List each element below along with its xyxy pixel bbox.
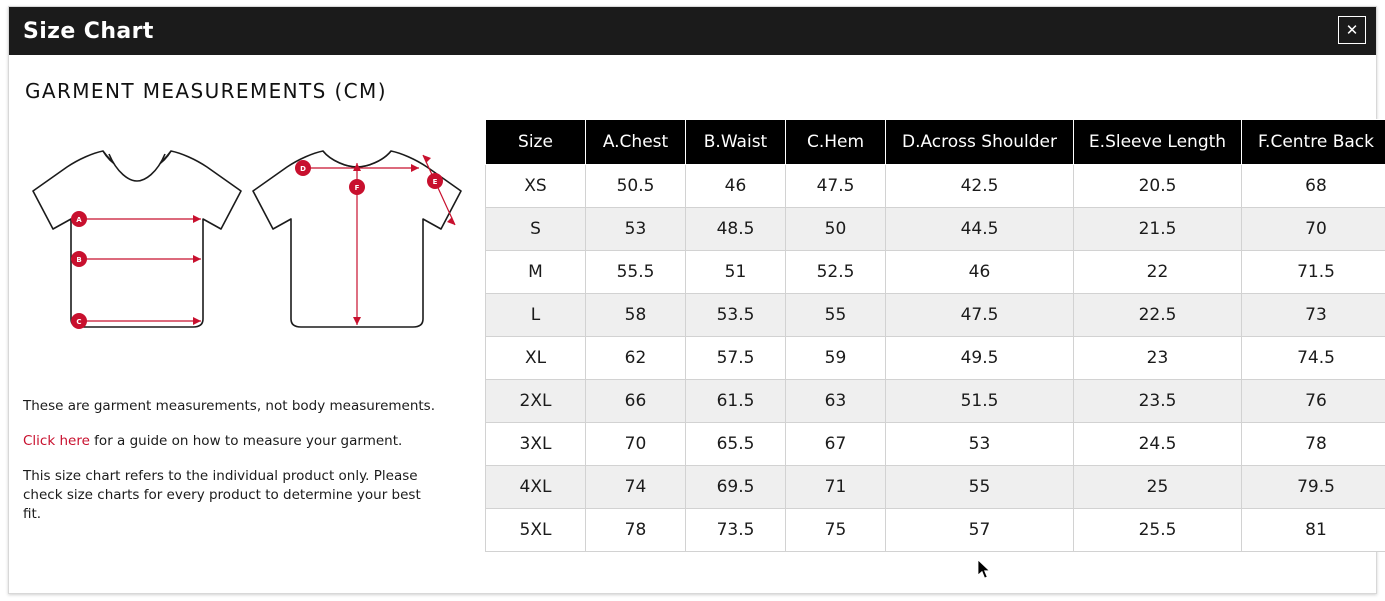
cell-value: 53.5 — [686, 294, 786, 337]
column-header-waist: B.Waist — [686, 120, 786, 165]
modal-body — [9, 79, 1376, 552]
cell-value: 79.5 — [1242, 466, 1385, 509]
table-row — [486, 466, 1385, 509]
cell-size: L — [486, 294, 586, 337]
cell-value: 65.5 — [686, 423, 786, 466]
cell-value: 55 — [786, 294, 886, 337]
cell-value: 23.5 — [1074, 380, 1242, 423]
cell-value: 53 — [586, 208, 686, 251]
cell-value: 50.5 — [586, 165, 686, 208]
cell-value: 81 — [1242, 509, 1385, 552]
cell-value: 46 — [886, 251, 1074, 294]
cell-value: 78 — [1242, 423, 1385, 466]
cell-value: 68 — [1242, 165, 1385, 208]
cell-value: 66 — [586, 380, 686, 423]
cell-size: 2XL — [486, 380, 586, 423]
tshirt-measurement-diagram — [23, 129, 463, 379]
cell-value: 63 — [786, 380, 886, 423]
column-header-centre-back: F.Centre Back — [1242, 120, 1385, 165]
cell-value: 58 — [586, 294, 686, 337]
cell-value: 71.5 — [1242, 251, 1385, 294]
table-row — [486, 208, 1385, 251]
cell-value: 76 — [1242, 380, 1385, 423]
cell-value: 75 — [786, 509, 886, 552]
diagram-column — [23, 113, 471, 524]
cell-value: 62 — [586, 337, 686, 380]
cell-value: 51 — [686, 251, 786, 294]
content-area — [23, 113, 1374, 552]
cell-value: 73.5 — [686, 509, 786, 552]
cell-value: 55.5 — [586, 251, 686, 294]
column-header-sleeve-length: E.Sleeve Length — [1074, 120, 1242, 165]
table-row — [486, 423, 1385, 466]
cell-value: 52.5 — [786, 251, 886, 294]
cell-size: M — [486, 251, 586, 294]
label-text-c: C — [76, 318, 82, 326]
cell-size: 5XL — [486, 509, 586, 552]
cell-value: 44.5 — [886, 208, 1074, 251]
size-chart-modal — [8, 6, 1377, 594]
page-title: GARMENT MEASUREMENTS (CM) — [25, 79, 387, 103]
label-text-a: A — [76, 216, 82, 224]
cell-value: 67 — [786, 423, 886, 466]
cell-value: 70 — [1242, 208, 1385, 251]
cell-value: 69.5 — [686, 466, 786, 509]
column-header-hem: C.Hem — [786, 120, 886, 165]
cell-value: 74 — [586, 466, 686, 509]
cell-value: 22.5 — [1074, 294, 1242, 337]
cell-value: 74.5 — [1242, 337, 1385, 380]
label-text-f: F — [354, 184, 360, 192]
cell-value: 49.5 — [886, 337, 1074, 380]
column-header-chest: A.Chest — [586, 120, 686, 165]
cell-value: 57.5 — [686, 337, 786, 380]
table-header-row — [486, 120, 1385, 165]
cell-value: 59 — [786, 337, 886, 380]
cell-value: 71 — [786, 466, 886, 509]
note-measure-guide-rest: for a guide on how to measure your garment. — [89, 433, 403, 449]
table-row — [486, 165, 1385, 208]
column-header-across-shoulder: D.Across Shoulder — [886, 120, 1074, 165]
cell-value: 70 — [586, 423, 686, 466]
cell-value: 23 — [1074, 337, 1242, 380]
cell-value: 22 — [1074, 251, 1242, 294]
size-table-column — [471, 113, 1385, 552]
table-row — [486, 380, 1385, 423]
cell-value: 47.5 — [886, 294, 1074, 337]
cell-value: 78 — [586, 509, 686, 552]
measure-guide-link[interactable]: Click here — [23, 433, 90, 449]
note-garment-measurements: These are garment measurements, not body measurements. — [23, 398, 436, 414]
cell-value: 73 — [1242, 294, 1385, 337]
cell-value: 48.5 — [686, 208, 786, 251]
cell-value: 51.5 — [886, 380, 1074, 423]
cell-size: S — [486, 208, 586, 251]
cell-value: 50 — [786, 208, 886, 251]
modal-titlebar — [9, 7, 1376, 55]
cell-value: 57 — [886, 509, 1074, 552]
cell-value: 25 — [1074, 466, 1242, 509]
table-row — [486, 251, 1385, 294]
table-row — [486, 294, 1385, 337]
label-text-e: E — [432, 178, 438, 186]
cell-value: 21.5 — [1074, 208, 1242, 251]
cell-size: XS — [486, 165, 586, 208]
cell-value: 42.5 — [886, 165, 1074, 208]
close-icon[interactable]: ✕ — [1338, 16, 1366, 44]
cell-value: 24.5 — [1074, 423, 1242, 466]
cell-value: 61.5 — [686, 380, 786, 423]
cell-value: 53 — [886, 423, 1074, 466]
cell-size: 3XL — [486, 423, 586, 466]
size-chart-table — [485, 119, 1385, 552]
label-text-b: B — [76, 256, 82, 264]
cell-value: 25.5 — [1074, 509, 1242, 552]
column-header-size: Size — [486, 120, 586, 165]
note-product-specific: This size chart refers to the individual product only. Please check size charts for every product to determine your best fit. — [23, 468, 421, 522]
note-measure-guide — [23, 432, 443, 451]
cell-size: 4XL — [486, 466, 586, 509]
cell-size: XL — [486, 337, 586, 380]
cell-value: 47.5 — [786, 165, 886, 208]
table-body — [486, 165, 1385, 552]
cell-value: 55 — [886, 466, 1074, 509]
label-text-d: D — [300, 165, 306, 173]
cell-value: 20.5 — [1074, 165, 1242, 208]
table-row — [486, 337, 1385, 380]
table-row — [486, 509, 1385, 552]
tshirt-front-illustration — [33, 151, 241, 327]
modal-title: Size Chart — [23, 18, 154, 44]
cell-value: 46 — [686, 165, 786, 208]
